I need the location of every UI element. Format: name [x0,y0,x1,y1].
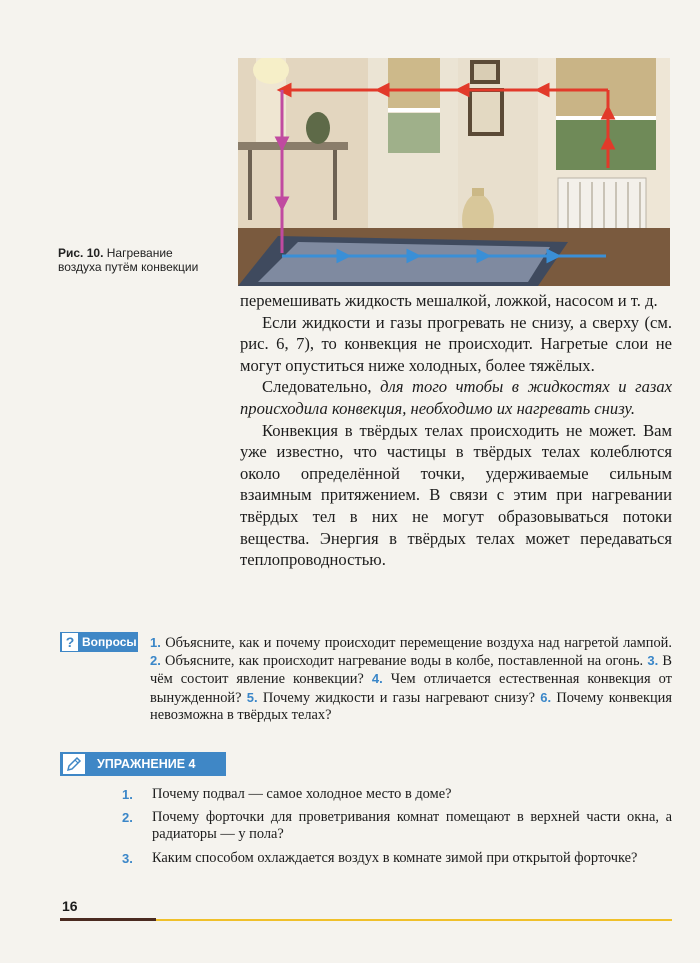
paragraph-conclusion [240,376,672,419]
figure-caption [58,246,208,274]
question-text: В чём состоит явление конвекции? [150,653,672,688]
question-text: Объясните, как происходит нагревание воды в колбе, поставленной на огонь. [165,653,644,670]
question-text: Объясните, как и почему происходит перемещение воздуха над нагретой лампой. [165,635,672,651]
exercise-number: 3. [122,850,133,866]
exercise-text: Почему форточки для проветривания комнат помещают в верхней части окна, а радиаторы — у пола? [152,809,672,843]
question-number: 6. [540,689,552,705]
figure-label: Рис. 10. [58,246,104,260]
exercise-item [122,809,672,843]
convection-room-illustration [238,58,670,286]
footer-rule-yellow [156,919,672,921]
question-number: 5. [246,689,258,705]
question-text: Почему жидкости и газы нагревают снизу? [262,689,535,706]
exercise-title: УПРАЖНЕНИЕ 4 [97,757,196,771]
body-text [240,290,672,571]
exercise-list [122,786,672,873]
pencil-icon [63,754,85,774]
paragraph-continuation: перемешивать жидкость мешалкой, ложкой, насосом и т. д. [240,291,658,310]
figure-caption-text: Нагревание воздуха путём конвекции [58,246,199,274]
paragraph-top-heating: Если жидкости и газы прогревать не снизу, а сверху (см. рис. 6, 7), то конвекция не происходит. Нагретые слои не могут опуститься ниже холодных, более тяжёлых. [240,312,672,375]
exercise-item [122,786,672,803]
exercise-text: Каким способом охлаждается воздух в комнате зимой при открытой форточке? [152,849,638,866]
question-number: 4. [371,671,383,687]
exercise-item [122,850,672,867]
question-number: 3. [647,653,659,669]
paragraph-solids: Конвекция в твёрдых телах происходить не может. Вам уже известно, что частицы в твёрдых телах колеблются около определённой точки, удерживаемые сильным взаимным притяжением. В связи с этим при нагревании твёрдых тел в них не могут образовываться потоки вещества. Энергия в твёрдых телах может передаваться теплопроводностью. [240,420,672,570]
exercise-text: Почему подвал — самое холодное место в доме? [152,786,452,802]
exercise-number: 1. [122,787,133,802]
question-number: 1. [150,635,161,650]
exercise-banner [60,752,226,776]
conclusion-lead: Следовательно, [262,377,372,397]
questions-badge [60,632,138,652]
question-text: Чем отличается естественная конвекция от вынужденной? [150,671,672,706]
question-text: Почему конвекция невозможна в твёрдых телах? [150,689,673,723]
question-mark-icon: ? [62,633,78,651]
question-number: 2. [150,653,161,669]
conclusion-italic: для того чтобы в жидкостях и газах происходила конвекция, необходимо их нагревать снизу. [240,377,672,418]
page-number: 16 [62,898,78,914]
questions-list [150,634,672,724]
exercise-number: 2. [122,810,133,826]
footer-rule-dark [60,918,156,921]
questions-badge-label: Вопросы [82,635,137,649]
